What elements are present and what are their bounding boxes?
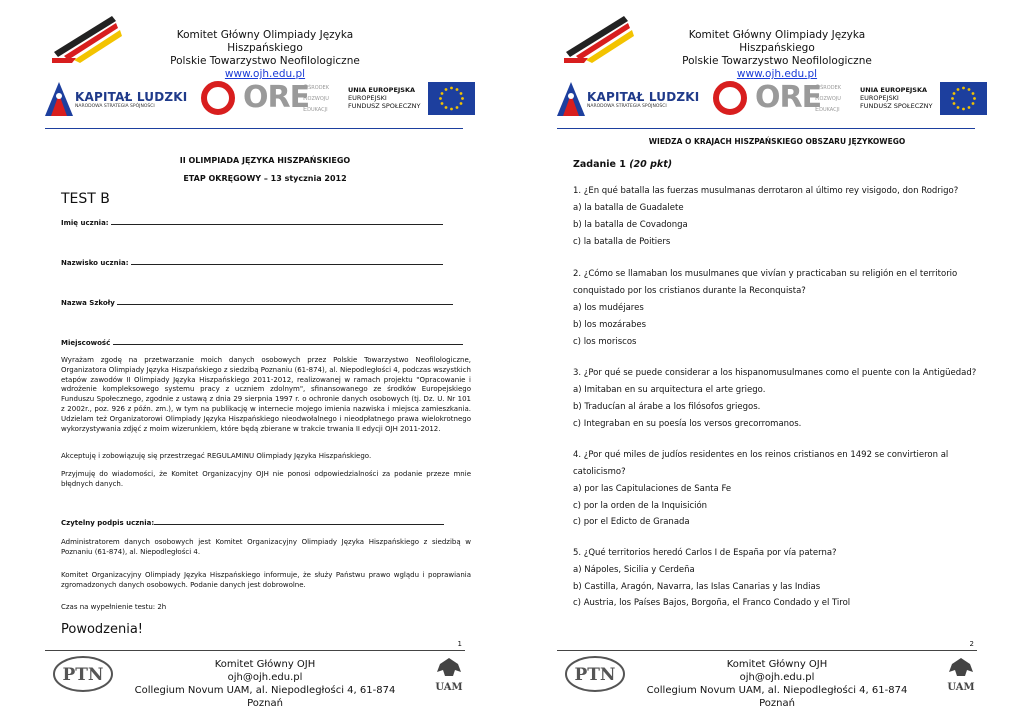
first-name-field[interactable] bbox=[61, 217, 443, 227]
footer-line-2[interactable]: ojh@ojh.edu.pl bbox=[739, 672, 815, 683]
answer-option[interactable]: c) Integraban en su poesía los versos grecorromanos. bbox=[573, 419, 802, 429]
footer-rule bbox=[557, 650, 977, 651]
header-text bbox=[652, 29, 902, 81]
footer-line-1: Komitet Główny OJH bbox=[726, 659, 828, 670]
answer-option[interactable]: a) los mudéjares bbox=[573, 303, 644, 313]
ptn-text: PTN bbox=[574, 665, 616, 685]
olympiad-title: II OLIMPIADA JĘZYKA HISZPAŃSKIEGO bbox=[179, 156, 351, 165]
ore-side-text bbox=[303, 82, 329, 115]
last-name-label: Nazwisko ucznia: bbox=[61, 259, 129, 267]
good-luck-text: Powodzenia! bbox=[61, 622, 144, 637]
task-label: Zadanie 1 bbox=[573, 159, 626, 170]
kapital-ludzki-title: KAPITAŁ LUDZKI bbox=[75, 90, 188, 104]
uam-text: UAM bbox=[435, 682, 463, 693]
answer-option[interactable]: c) los moriscos bbox=[573, 337, 637, 347]
header-line-2: Polskie Towarzystwo Neofilologiczne bbox=[170, 55, 360, 67]
header-link[interactable]: www.ojh.edu.pl bbox=[224, 68, 306, 80]
stage-title: ETAP OKRĘGOWY – 13 stycznia 2012 bbox=[183, 174, 347, 183]
eu-flag-icon bbox=[940, 82, 987, 115]
ore-wordmark: ORE bbox=[243, 80, 310, 115]
section-heading: WIEDZA O KRAJACH HISZPAŃSKIEGO OBSZARU JĘZYKOWEGO bbox=[648, 137, 906, 146]
uam-logo-icon bbox=[434, 656, 464, 694]
consent-paragraph: Wyrażam zgodę na przetwarzanie moich danych osobowych przez Polskie Towarzystwo Neofilologiczne, Organizatora Olimpiady Języka Hiszpańskiego z siedzibą Poznaniu (61-874), al. Niepodległości 4, podczas wszystkich etapów zawodów II Olimpiady Języka Hiszpańskiego 2011-2012, realizowanej w ramach projektu "Opracowanie i wdrożenie kompleksowego systemu pracy z uczniem zdolnym", sfinansowanego ze środków Europejskiego Funduszu Społecznego, zgodnie z ustawą z dnia 29 sierpnia 1997 r. o ochronie danych osobowych (tj. Dz. U. Nr 101 z 2002r., poz. 926 z późn. zm.), w tym na publikację w internecie mojego imienia nazwiska i miejsca zamieszkania. Udzielam też Organizatorowi Olimpiady Języka Hiszpańskiego nieodwołalnego i nieodpłatnego prawa wielokrotnego wykorzystywania zdjęć z moim wizerunkiem, które będą zbierane w trakcie trwania II edycji OJH 2011-2012. bbox=[61, 356, 471, 433]
header-rule bbox=[45, 128, 463, 129]
school-label: Nazwa Szkoły bbox=[61, 299, 115, 307]
header-line-1: Komitet Główny Olimpiady Języka Hiszpańskiego bbox=[176, 29, 354, 54]
ore-ring-icon bbox=[200, 80, 240, 116]
footer-line-3: Collegium Novum UAM, al. Niepodległości 4, 61-874 Poznań bbox=[134, 685, 396, 709]
signature-line[interactable] bbox=[154, 517, 444, 525]
ore-side-3: Edukacji bbox=[815, 105, 840, 113]
answer-option[interactable]: c) la batalla de Poitiers bbox=[573, 237, 671, 247]
last-name-field[interactable] bbox=[61, 257, 443, 267]
ptn-logo-icon bbox=[564, 655, 626, 693]
ue-line-2: EUROPEJSKI bbox=[348, 94, 387, 102]
answer-option[interactable]: c) por la orden de la Inquisición bbox=[573, 501, 708, 511]
ore-side-3: Edukacji bbox=[303, 105, 328, 113]
answer-option[interactable]: a) por las Capitulaciones de Santa Fe bbox=[573, 484, 732, 494]
footer-line-3: Collegium Novum UAM, al. Niepodległości 4, 61-874 Poznań bbox=[646, 685, 908, 709]
sponsor-logos bbox=[45, 80, 475, 120]
signature-field[interactable] bbox=[61, 517, 444, 527]
city-field[interactable] bbox=[61, 337, 463, 347]
ore-side-1: Ośrodek bbox=[303, 83, 329, 91]
sponsor-logos bbox=[557, 80, 987, 120]
answer-option[interactable]: conquistado por los cristianos durante la Reconquista? bbox=[573, 286, 806, 296]
answer-option[interactable]: c) Austria, los Países Bajos, Borgoña, el Franco Condado y el Tirol bbox=[573, 598, 851, 608]
uam-logo-icon bbox=[946, 656, 976, 694]
city-label: Miejscowość bbox=[61, 339, 111, 347]
signature-label: Czytelny podpis ucznia: bbox=[61, 519, 155, 527]
answer-option[interactable]: a) Imitaban en su arquitectura el arte griego. bbox=[573, 385, 766, 395]
footer-line-1: Komitet Główny OJH bbox=[214, 659, 316, 670]
kapital-ludzki-flag-icon bbox=[45, 82, 73, 116]
answer-option[interactable]: b) Castilla, Aragón, Navarra, las Islas Canarias y las Indias bbox=[573, 582, 821, 592]
school-line[interactable] bbox=[117, 297, 453, 305]
header-line-2: Polskie Towarzystwo Neofilologiczne bbox=[682, 55, 872, 67]
footer-line-2[interactable]: ojh@ojh.edu.pl bbox=[227, 672, 303, 683]
kapital-ludzki-title: KAPITAŁ LUDZKI bbox=[587, 90, 700, 104]
answer-option[interactable]: c) por el Edicto de Granada bbox=[573, 517, 690, 527]
last-name-line[interactable] bbox=[131, 257, 443, 265]
ptn-text: PTN bbox=[62, 665, 104, 685]
olympiad-logo-icon bbox=[562, 12, 637, 64]
ore-side-2: Rozwoju bbox=[815, 94, 841, 102]
question-text: 1. ¿En qué batalla las fuerzas musulmanas derrotaron al último rey visigodo, don Rodrigo? bbox=[573, 186, 959, 196]
footer-text bbox=[130, 658, 400, 710]
time-note: Czas na wypełnienie testu: 2h bbox=[61, 603, 167, 611]
task-title bbox=[573, 159, 672, 170]
ue-line-3: FUNDUSZ SPOŁECZNY bbox=[348, 102, 421, 110]
ore-side-1: Ośrodek bbox=[815, 83, 841, 91]
ptn-logo-icon bbox=[52, 655, 114, 693]
kapital-ludzki-subtitle: NARODOWA STRATEGIA SPÓJNOŚCI bbox=[75, 104, 155, 109]
answer-option[interactable]: a) la batalla de Guadalete bbox=[573, 203, 684, 213]
header-link[interactable]: www.ojh.edu.pl bbox=[736, 68, 818, 80]
answer-option[interactable]: b) Traducían al árabe a los filósofos griegos. bbox=[573, 402, 761, 412]
kapital-ludzki-subtitle: NARODOWA STRATEGIA SPÓJNOŚCI bbox=[587, 104, 667, 109]
info-paragraph: Komitet Organizacyjny Olimpiady Języka Hiszpańskiego informuje, że służy Państwu prawo wglądu i poprawiania zgromadzonych danych osobowych. Podanie danych jest dobrowolne. bbox=[61, 571, 471, 589]
city-line[interactable] bbox=[113, 337, 463, 345]
page-number: 2 bbox=[969, 640, 974, 648]
task-points: (20 pkt) bbox=[629, 159, 673, 170]
answer-option[interactable]: b) la batalla de Covadonga bbox=[573, 220, 688, 230]
kapital-ludzki-flag-icon bbox=[557, 82, 585, 116]
answer-option[interactable]: catolicismo? bbox=[573, 467, 626, 477]
uam-text: UAM bbox=[947, 682, 975, 693]
ue-text bbox=[860, 86, 933, 110]
question-text: 3. ¿Por qué se puede considerar a los hispanomusulmanes como el puente con la Antigüedad? bbox=[573, 368, 977, 378]
footer-rule bbox=[45, 650, 465, 651]
first-name-label: Imię ucznia: bbox=[61, 219, 109, 227]
admin-paragraph: Administratorem danych osobowych jest Komitet Organizacyjny Olimpiady Języka Hiszpańskiego z siedzibą w Poznaniu (61-874), al. Niepodległości 4. bbox=[61, 538, 471, 556]
ue-line-1: UNIA EUROPEJSKA bbox=[348, 86, 416, 94]
kapital-ludzki-text bbox=[75, 90, 187, 109]
footer-text bbox=[642, 658, 912, 710]
question-text: 2. ¿Cómo se llamaban los musulmanes que vivían y practicaban su religión en el territorio bbox=[573, 269, 958, 279]
page-number: 1 bbox=[457, 640, 462, 648]
ue-text bbox=[348, 86, 421, 110]
answer-option[interactable]: b) los mozárabes bbox=[573, 320, 647, 330]
ore-side-2: Rozwoju bbox=[303, 94, 329, 102]
ue-line-1: UNIA EUROPEJSKA bbox=[860, 86, 928, 94]
test-label: TEST B bbox=[61, 191, 110, 207]
question-text: 5. ¿Qué territorios heredó Carlos I de España por vía paterna? bbox=[573, 548, 837, 558]
first-name-line[interactable] bbox=[111, 217, 443, 225]
ore-side-text bbox=[815, 82, 841, 115]
school-field[interactable] bbox=[61, 297, 453, 307]
ue-line-3: FUNDUSZ SPOŁECZNY bbox=[860, 102, 933, 110]
header-text bbox=[140, 29, 390, 81]
olympiad-logo-icon bbox=[50, 12, 125, 64]
answer-option[interactable]: a) Nápoles, Sicilia y Cerdeña bbox=[573, 565, 695, 575]
page-2 bbox=[512, 0, 1024, 724]
eu-flag-icon bbox=[428, 82, 475, 115]
accept-paragraph: Akceptuję i zobowiązuję się przestrzegać REGULAMINU Olimpiady Języka Hiszpańskiego. bbox=[61, 452, 372, 460]
ore-ring-icon bbox=[712, 80, 752, 116]
question-text: 4. ¿Por qué miles de judíos residentes en los reinos cristianos en 1492 se convirtieron al bbox=[573, 450, 949, 460]
ue-line-2: EUROPEJSKI bbox=[860, 94, 899, 102]
ore-wordmark: ORE bbox=[755, 80, 822, 115]
header-line-1: Komitet Główny Olimpiady Języka Hiszpańskiego bbox=[688, 29, 866, 54]
kapital-ludzki-text bbox=[587, 90, 699, 109]
notice-paragraph: Przyjmuję do wiadomości, że Komitet Organizacyjny OJH nie ponosi odpowiedzialności za podanie przeze mnie błędnych danych. bbox=[61, 470, 471, 488]
header-rule bbox=[557, 128, 975, 129]
